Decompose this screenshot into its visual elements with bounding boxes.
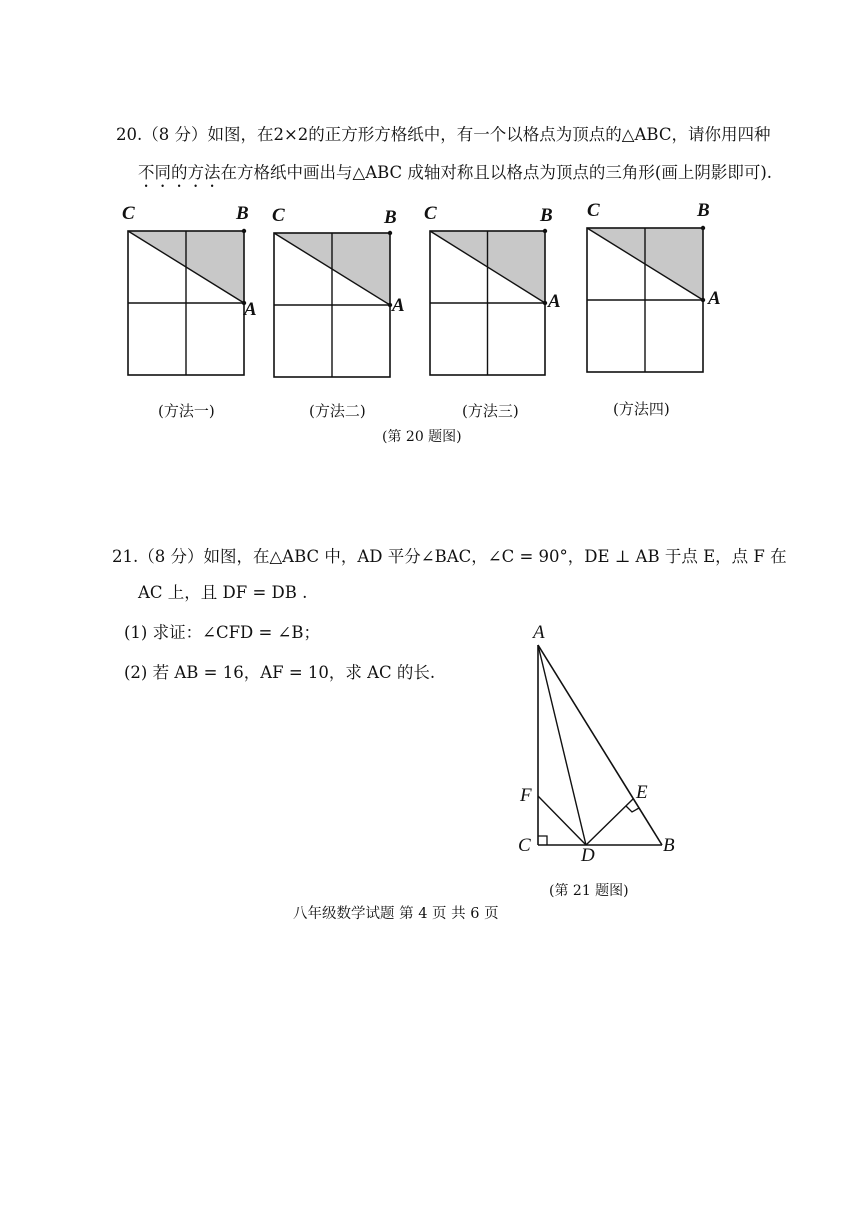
label-c: C [424, 203, 437, 224]
point-f-label: F [520, 785, 532, 806]
label-c: C [272, 205, 285, 226]
label-b: B [540, 205, 553, 226]
grid-method-2 [272, 205, 405, 377]
q21-figure-caption: (第 21 题图) [549, 883, 629, 899]
q20-line2-rest: 在方格纸中画出与△ABC 成轴对称且以格点为顶点的三角形(画上阴影即可). [220, 163, 773, 182]
q20-line1: 20.（8 分）如图，在2×2的正方形方格纸中，有一个以格点为顶点的△ABC，请你用四种 [116, 125, 771, 144]
label-a: A [244, 299, 257, 320]
label-b: B [384, 207, 397, 228]
caption-method-3: (方法三) [462, 402, 519, 420]
grid-figure-4 [587, 228, 703, 372]
page-footer: 八年级数学试题 第 4 页 共 6 页 [293, 906, 499, 922]
q20-figure-caption: (第 20 题图) [382, 429, 462, 445]
label-a: A [708, 288, 721, 309]
q21-line2: AC 上，且 DF = DB . [138, 583, 308, 602]
point-b-label: B [663, 835, 675, 856]
label-a: A [392, 295, 405, 316]
point-a-label: A [533, 622, 545, 643]
grid-figure-3 [430, 231, 545, 375]
q21-figure [500, 620, 710, 870]
label-a: A [548, 291, 561, 312]
point-e-label: E [636, 782, 648, 803]
caption-method-2: (方法二) [309, 402, 366, 420]
label-b: B [236, 203, 249, 224]
grid-method-3 [424, 203, 561, 375]
q20-emphasis-text: 不同的方法 [138, 163, 221, 182]
grid-figure-1 [128, 231, 244, 375]
grid-figure-2 [274, 233, 390, 377]
caption-method-1: (方法一) [158, 402, 215, 420]
grid-method-4 [587, 200, 721, 372]
q21-part2: (2) 若 AB = 16，AF = 10，求 AC 的长. [124, 663, 436, 682]
triangle-figure [500, 620, 710, 870]
q21-line1: 21.（8 分）如图，在△ABC 中，AD 平分∠BAC，∠C = 90°，DE ⊥ AB 于点 E，点 F 在 [112, 547, 787, 566]
q20-line2 [138, 162, 772, 191]
label-c: C [587, 200, 600, 221]
point-d-label: D [581, 845, 595, 866]
label-c: C [122, 203, 135, 224]
caption-method-4: (方法四) [613, 400, 670, 418]
grid-method-1 [122, 203, 257, 375]
label-b: B [697, 200, 710, 221]
point-c-label: C [518, 835, 531, 856]
q21-part1: (1) 求证：∠CFD = ∠B； [124, 623, 321, 642]
